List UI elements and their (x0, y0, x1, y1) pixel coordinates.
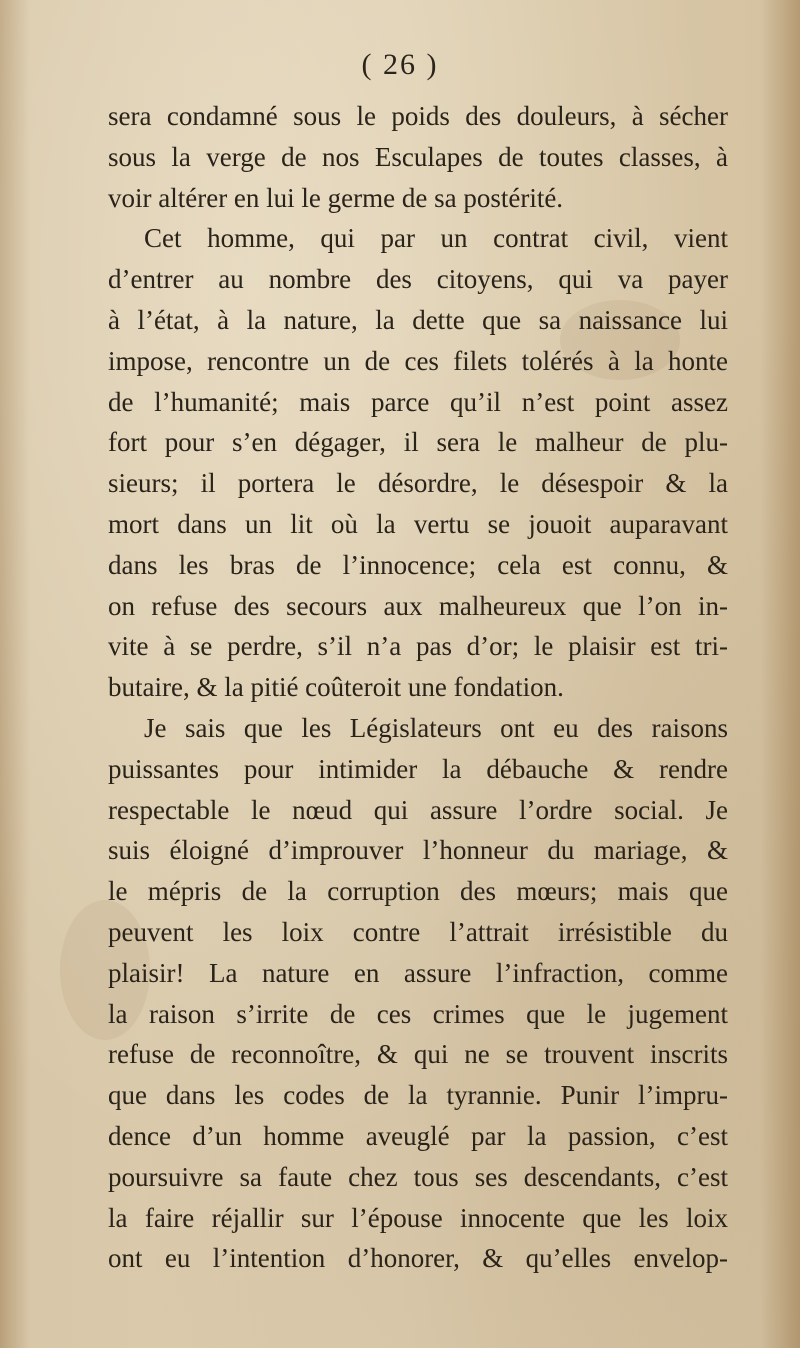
text-line: mort dans un lit où la vertu se jouoit auparavant (108, 508, 728, 539)
text-line: que dans les codes de la tyrannie. Punir l’impru- (108, 1080, 728, 1111)
text-line: refuse de reconnoître, & qui ne se trouvent inscrits (108, 1039, 728, 1070)
text-line: peuvent les loix contre l’attrait irrésistible du (108, 916, 728, 947)
text-line: fort pour s’en dégager, il sera le malheur de plu- (108, 427, 728, 458)
text-line: dence d’un homme aveuglé par la passion, c’est (108, 1120, 728, 1151)
text-line: impose, rencontre un de ces filets tolérés à la honte (108, 345, 728, 376)
text-line: sieurs; il portera le désordre, le désespoir & la (108, 468, 728, 499)
paragraph-first-line: Cet homme, qui par un contrat civil, vient (144, 223, 728, 254)
text-line: on refuse des secours aux malheureux que l’on in- (108, 590, 728, 621)
text-line: ont eu l’intention d’honorer, & qu’elles envelop- (108, 1243, 728, 1274)
text-line: dans les bras de l’innocence; cela est connu, & (108, 549, 728, 580)
text-line: puissantes pour intimider la débauche & rendre (108, 753, 728, 784)
text-line: voir altérer en lui le germe de sa postérité. (108, 182, 564, 213)
text-line: sera condamné sous le poids des douleurs, à sécher (108, 101, 728, 131)
text-line: d’entrer au nombre des citoyens, qui va payer (108, 264, 728, 295)
paragraph-first-line: Je sais que les Législateurs ont eu des raisons (144, 712, 728, 743)
text-line: la faire réjallir sur l’épouse innocente que les loix (108, 1202, 728, 1233)
text-line: plaisir! La nature en assure l’infraction, comme (108, 957, 728, 988)
text-line: vite à se perdre, s’il n’a pas d’or; le plaisir est tri- (108, 631, 728, 662)
text-line: le mépris de la corruption des mœurs; mais que (108, 876, 728, 907)
text-line: à l’état, à la nature, la dette que sa naissance lui (108, 304, 728, 335)
text-line: respectable le nœud qui assure l’ordre social. Je (108, 794, 728, 825)
text-line: poursuivre sa faute chez tous ses descendants, c’est (108, 1161, 728, 1192)
text-line: sous la verge de nos Esculapes de toutes classes, à (108, 141, 728, 172)
page-number: ( 26 ) (361, 48, 439, 81)
text-line: butaire, & la pitié coûteroit une fondation. (108, 672, 564, 703)
body-text (108, 96, 728, 1279)
text-line: de l’humanité; mais parce qu’il n’est point assez (108, 386, 728, 417)
text-line: la raison s’irrite de ces crimes que le jugement (108, 998, 728, 1029)
text-line: suis éloigné d’improuver l’honneur du mariage, & (108, 835, 728, 866)
